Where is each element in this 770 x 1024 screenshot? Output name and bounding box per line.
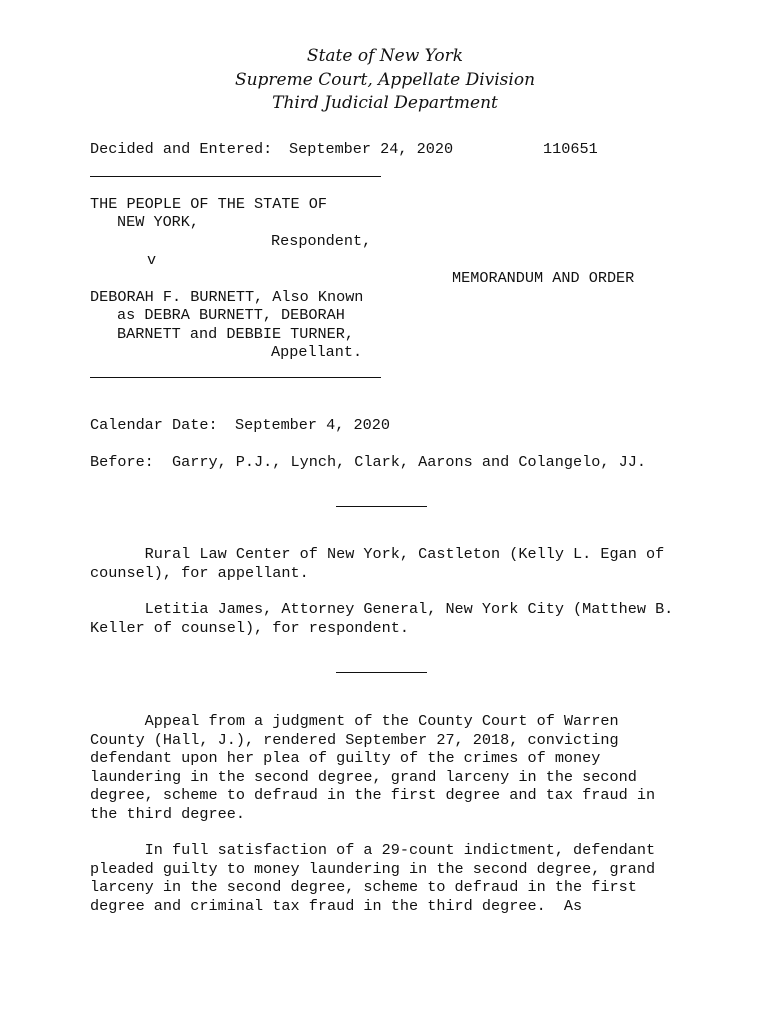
court-heading: [0, 45, 770, 116]
party1-role: Respondent,: [271, 232, 372, 250]
party2-role: Appellant.: [271, 343, 363, 361]
body-line: Appeal from a judgment of the County Court of Warren: [90, 712, 619, 730]
body-line: In full satisfaction of a 29-count indictment, defendant: [90, 841, 656, 859]
party1-name-line1: THE PEOPLE OF THE STATE OF: [90, 195, 327, 213]
body-paragraph-1: [90, 712, 690, 823]
before-label: Before:: [90, 453, 154, 471]
body-line: County (Hall, J.), rendered September 27, 2018, convicting: [90, 730, 619, 749]
counsel-appellant-line: counsel), for appellant.: [90, 563, 309, 582]
body-line: degree, scheme to defraud in the first degree and tax fraud in: [90, 786, 656, 804]
section-divider: [336, 672, 427, 673]
counsel-respondent-line: Letitia James, Attorney General, New York City (Matthew B.: [90, 600, 674, 618]
document-type: MEMORANDUM AND ORDER: [452, 269, 635, 287]
decided-date: September 24, 2020: [289, 140, 454, 158]
body-line: degree and criminal tax fraud in the third degree. As: [90, 896, 583, 915]
caption-bottom-rule: [90, 377, 381, 378]
counsel-respondent-line: Keller of counsel), for respondent.: [90, 618, 409, 637]
body-line: defendant upon her plea of guilty of the crimes of money: [90, 749, 601, 767]
party1-name-line2: NEW YORK,: [117, 213, 200, 231]
docket-number: 110651: [543, 140, 598, 158]
decided-label: Decided and Entered:: [90, 140, 273, 158]
judges-list: Garry, P.J., Lynch, Clark, Aarons and Colangelo, JJ.: [172, 453, 646, 471]
caption-top-rule: [90, 176, 381, 177]
body-paragraph-2: [90, 841, 690, 915]
calendar-label: Calendar Date:: [90, 416, 218, 434]
body-line: larceny in the second degree, scheme to defraud in the first: [90, 878, 637, 896]
party2-name-line1: DEBORAH F. BURNETT, Also Known: [90, 288, 364, 306]
court-department: Third Judicial Department: [272, 93, 498, 113]
party2-name-line3: BARNETT and DEBBIE TURNER,: [117, 325, 354, 343]
court-state: State of New York: [306, 46, 464, 66]
versus: v: [147, 251, 157, 269]
body-line: pleaded guilty to money laundering in the second degree, grand: [90, 859, 656, 878]
counsel-appellant: [90, 545, 690, 582]
body-line: the third degree.: [90, 804, 245, 823]
counsel-appellant-line: Rural Law Center of New York, Castleton (Kelly L. Egan of: [90, 545, 665, 563]
court-name: Supreme Court, Appellate Division: [234, 69, 536, 90]
calendar-date: September 4, 2020: [235, 416, 390, 434]
party2-name-line2: as DEBRA BURNETT, DEBORAH: [117, 306, 345, 324]
counsel-respondent: [90, 600, 690, 637]
section-divider: [336, 506, 427, 507]
body-line: laundering in the second degree, grand larceny in the second: [90, 767, 637, 786]
